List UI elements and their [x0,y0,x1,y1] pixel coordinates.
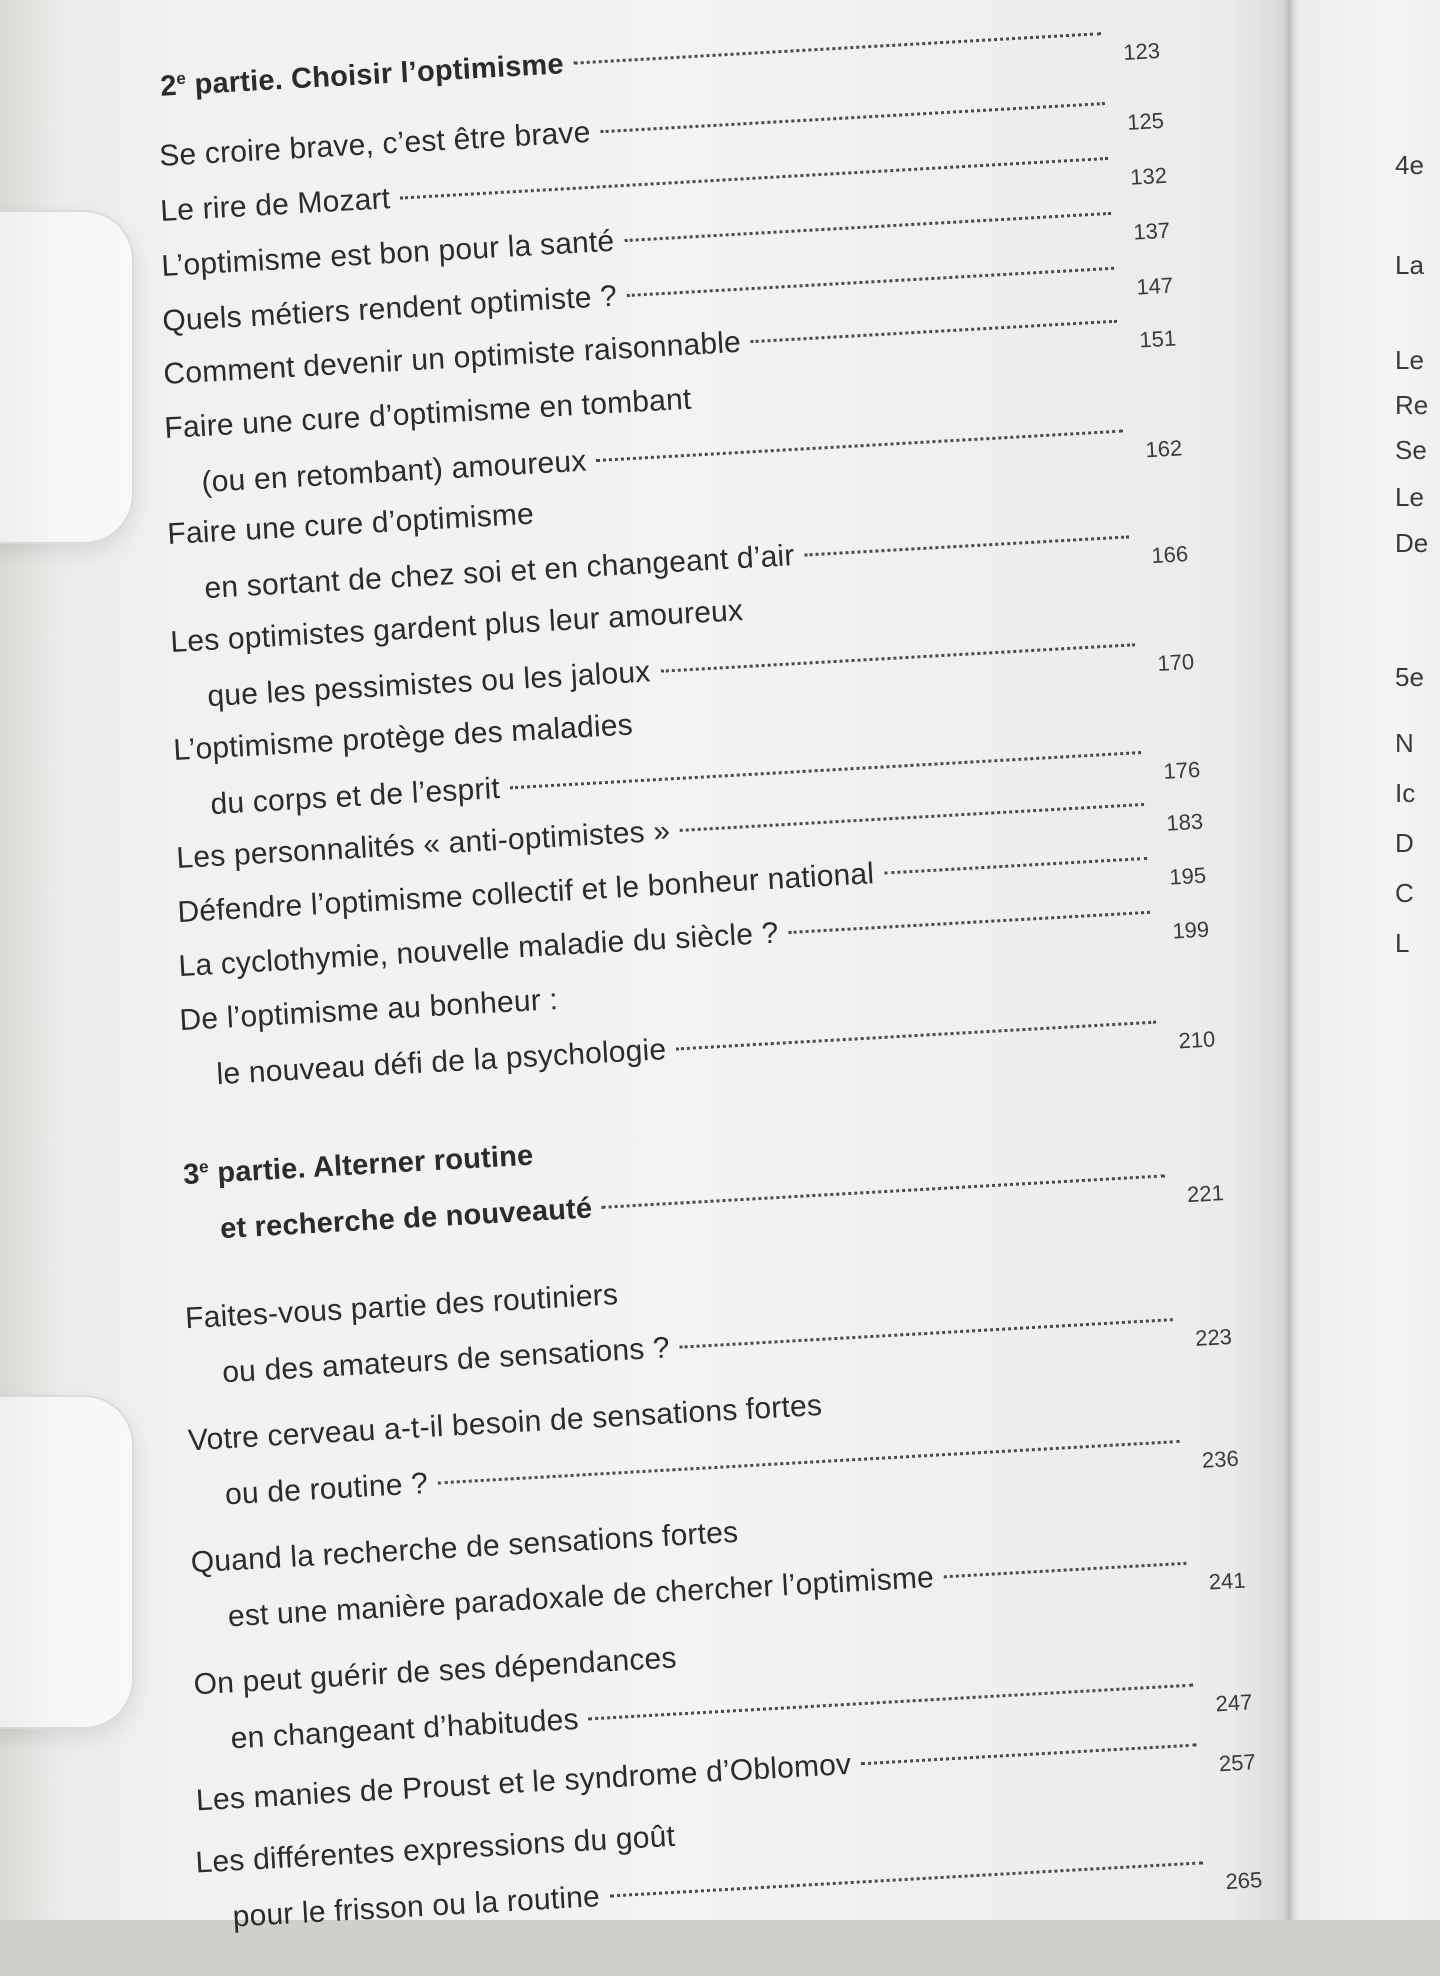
dot-leader [602,1174,1165,1208]
entry-title: Faire une cure d’optimisme en tombant [163,382,693,446]
page-number: 147 [1135,272,1174,300]
entry-title: Défendre l’optimisme collectif et le bonheur national [176,857,876,930]
right-fragment: Le [1395,482,1424,512]
dot-leader [680,1318,1173,1349]
page-number: 162 [1144,435,1183,463]
dot-leader [861,1744,1197,1766]
right-fragment: Le [1395,345,1424,375]
dot-leader [680,803,1144,832]
entry-title-continued: ou des amateurs de sensations ? [221,1331,671,1390]
right-fragment: Se [1395,435,1427,465]
entry-title: Se croire brave, c’est être brave [158,115,592,173]
entry-title-continued: en changeant d’habitudes [229,1702,580,1756]
dot-leader [573,32,1101,64]
dot-leader [788,911,1150,934]
right-fragment: Re [1395,390,1429,420]
entry-title: Quels métiers rendent optimiste ? [161,279,618,338]
page-number: 125 [1126,107,1165,135]
page-number: 247 [1214,1689,1253,1717]
part3-heading [182,1089,1225,1261]
page-number: 241 [1208,1567,1247,1595]
entry-title: Faites-vous partie des routiniers [184,1278,619,1336]
entry-title: Les différentes expressions du goût [194,1819,676,1880]
entry-title: Faire une cure d’optimisme [166,497,535,552]
right-fragment: 4e [1395,150,1424,180]
dot-leader [944,1562,1187,1579]
page-number: 265 [1224,1867,1263,1895]
entry-title: On peut guérir de ses dépendances [192,1641,678,1702]
part2-title: 2e partie. Choisir l’optimisme [159,48,565,103]
entry-title: Comment devenir un optimiste raisonnable [162,325,742,392]
right-fragment: Ic [1395,778,1416,808]
entry-title-continued: le nouveau défi de la psychologie [215,1033,668,1092]
page-number: 170 [1156,648,1195,676]
entry-title-continued: est une manière paradoxale de chercher l’optimisme [227,1560,935,1634]
dot-leader [751,320,1117,343]
page-number: 183 [1165,808,1204,836]
page-number: 137 [1132,217,1171,245]
entry-title-continued: en sortant de chez soi et en changeant d’air [203,539,796,606]
right-fragment: L [1395,928,1410,958]
entry-title: Le rire de Mozart [159,182,392,228]
entry-title: Les manies de Proust et le syndrome d’Oblomov [195,1747,853,1818]
right-fragment: La [1395,250,1424,280]
page-number: 223 [1194,1323,1233,1351]
right-fragment: N [1395,728,1414,758]
dot-leader [600,102,1105,133]
entry-title: Les personnalités « anti-optimistes » [175,814,672,876]
page-number: 176 [1162,756,1201,784]
page-number: 166 [1150,541,1189,569]
entry-title: Quand la recherche de sensations fortes [189,1515,740,1580]
page-number: 257 [1218,1749,1257,1777]
entry-title-continued: ou de routine ? [224,1467,429,1512]
part3-title-continued: et recherche de nouveauté [219,1192,594,1246]
page-number: 236 [1201,1445,1240,1473]
page-number: 151 [1138,325,1177,353]
dot-leader [676,1021,1156,1051]
page-number: 199 [1171,916,1210,944]
dot-leader [610,1861,1204,1897]
dot-leader [884,857,1147,875]
entry-title: Les optimistes gardent plus leur amoureux [169,594,744,660]
dot-leader [624,212,1111,242]
entry-title-continued: pour le frisson ou la routine [231,1880,601,1934]
right-fragment: De [1395,528,1429,558]
right-fragment: D [1395,828,1414,858]
right-fragment: C [1395,878,1414,908]
entry-title: De l’optimisme au bonheur : [178,983,559,1038]
page-number: 195 [1168,862,1207,890]
page-number: 221 [1186,1180,1225,1208]
entry-title-continued: du corps et de l’esprit [209,771,501,822]
dot-leader [627,267,1114,297]
page-number: 210 [1177,1026,1216,1054]
entry-title: L’optimisme est bon pour la santé [160,224,616,283]
page-number: 132 [1129,162,1168,190]
entry-title: Votre cerveau a-t-il besoin de sensations fortes [187,1388,823,1458]
right-fragment: 5e [1395,662,1424,692]
entry-title: La cyclothymie, nouvelle maladie du siècle ? [177,916,780,984]
entry-title-continued: (ou en retombant) amoureux [200,444,588,500]
part3-title: 3e partie. Alterner routine [182,1139,535,1192]
dot-leader [804,535,1129,556]
entry-title-continued: que les pessimistes ou les jaloux [206,655,652,714]
page-number: 123 [1122,37,1161,65]
entry-title: L’optimisme protège des maladies [172,708,634,768]
dot-leader [589,1684,1194,1721]
dot-leader [660,643,1135,673]
